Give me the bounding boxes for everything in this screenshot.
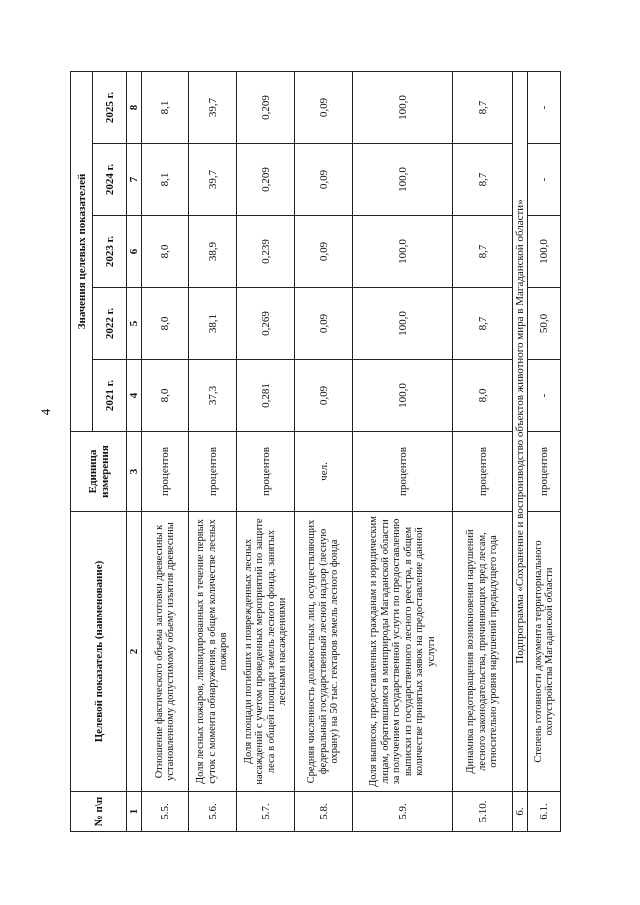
row-indicator: Доля площади погибших и поврежденных лесных насаждений с учетом проведенных мероприятий по защите леса в общей площади земель лесного фонда, занятых лесными насаждениями xyxy=(237,512,295,792)
row-value: 8,0 xyxy=(142,216,189,288)
row-indicator: Средняя численность должностных лиц, осуществляющих федеральный государственный лесной надзор (лесную охрану) на 50 тыс. гектаров земель лесного фонда xyxy=(295,512,353,792)
row-value: 8,7 xyxy=(453,71,513,143)
table-row xyxy=(295,71,353,831)
column-number: 1 xyxy=(127,792,142,832)
row-value: 8,0 xyxy=(142,360,189,432)
row-value: 8,1 xyxy=(142,71,189,143)
row-value: 100,0 xyxy=(353,71,453,143)
section-num: 6. xyxy=(513,792,528,832)
row-value: 0,209 xyxy=(237,71,295,143)
row-value: 100,0 xyxy=(353,288,453,360)
row-indicator: Динамика предотвращения возникновения нарушений лесного законодательства, причиняющих вред лесам, относительно уровня нарушений предыдущего года xyxy=(453,512,513,792)
row-indicator: Отношение фактического объема заготовки древесины к установленному допустимому объему изъятия древесины xyxy=(142,512,189,792)
row-value: 0,239 xyxy=(237,216,295,288)
row-value: 0,09 xyxy=(295,71,353,143)
header-year: 2024 г. xyxy=(93,144,127,216)
row-value: 0,09 xyxy=(295,216,353,288)
row-value: 8,7 xyxy=(453,288,513,360)
row-unit: процентов xyxy=(237,432,295,512)
header-indicator: Целевой показатель (наименование) xyxy=(71,512,127,792)
row-value: 37,3 xyxy=(189,360,237,432)
row-value: 8,7 xyxy=(453,144,513,216)
row-num: 5.5. xyxy=(142,792,189,832)
row-indicator: Степень готовности документа территориального охотустройства Магаданской области xyxy=(528,512,561,792)
row-value: 100,0 xyxy=(353,144,453,216)
section-row xyxy=(513,71,528,831)
column-number: 3 xyxy=(127,432,142,512)
header-unit: Единица измерения xyxy=(71,432,127,512)
row-value: 8,7 xyxy=(453,216,513,288)
header-year: 2025 г. xyxy=(93,71,127,143)
table-row xyxy=(528,71,561,831)
row-num: 5.7. xyxy=(237,792,295,832)
row-value: 0,209 xyxy=(237,144,295,216)
page-number: 4 xyxy=(38,408,53,416)
section-title: Подпрограмма «Сохранение и воспроизводство объектов животного мира в Магаданской области» xyxy=(513,71,528,791)
row-value: 0,269 xyxy=(237,288,295,360)
row-unit: чел. xyxy=(295,432,353,512)
row-num: 5.10. xyxy=(453,792,513,832)
header-year: 2023 г. xyxy=(93,216,127,288)
row-value: 0,09 xyxy=(295,360,353,432)
header-year: 2022 г. xyxy=(93,288,127,360)
table-row xyxy=(189,71,237,831)
table-row xyxy=(353,71,453,831)
row-value: - xyxy=(528,144,561,216)
row-value: 8,1 xyxy=(142,144,189,216)
header-values-group: Значения целевых показателей xyxy=(71,71,93,431)
row-value: 39,7 xyxy=(189,71,237,143)
row-num: 6.1. xyxy=(528,792,561,832)
header-num: № п\п xyxy=(71,792,127,832)
column-number: 7 xyxy=(127,144,142,216)
row-value: - xyxy=(528,360,561,432)
row-indicator: Доля выписок, предоставленных гражданам и юридическим лицам, обратившимся в минприроды Магаданской области за получением государственной услуги по предоставлению выписки из государственного лесного реестра, в общем количестве принятых заявок на предоставление данной услуги xyxy=(353,512,453,792)
row-value: 0,281 xyxy=(237,360,295,432)
table-row xyxy=(237,71,295,831)
row-value: 38,1 xyxy=(189,288,237,360)
row-num: 5.8. xyxy=(295,792,353,832)
column-number: 5 xyxy=(127,288,142,360)
row-value: 0,09 xyxy=(295,288,353,360)
row-value: 39,7 xyxy=(189,144,237,216)
row-value: - xyxy=(528,71,561,143)
row-unit: процентов xyxy=(453,432,513,512)
column-number: 2 xyxy=(127,512,142,792)
row-value: 100,0 xyxy=(353,216,453,288)
row-unit: процентов xyxy=(142,432,189,512)
row-value: 100,0 xyxy=(528,216,561,288)
row-value: 38,9 xyxy=(189,216,237,288)
row-num: 5.6. xyxy=(189,792,237,832)
rotated-table-container xyxy=(70,72,558,832)
row-num: 5.9. xyxy=(353,792,453,832)
row-unit: процентов xyxy=(353,432,453,512)
row-value: 50,0 xyxy=(528,288,561,360)
row-value: 8,0 xyxy=(453,360,513,432)
row-value: 0,09 xyxy=(295,144,353,216)
column-number: 8 xyxy=(127,71,142,143)
column-number: 6 xyxy=(127,216,142,288)
row-value: 8,0 xyxy=(142,288,189,360)
row-value: 100,0 xyxy=(353,360,453,432)
row-indicator: Доля лесных пожаров, ликвидированных в течение первых суток с момента обнаружения, в общем количестве лесных пожаров xyxy=(189,512,237,792)
column-number: 4 xyxy=(127,360,142,432)
row-unit: процентов xyxy=(528,432,561,512)
header-year: 2021 г. xyxy=(93,360,127,432)
table-row xyxy=(453,71,513,831)
target-indicators-table xyxy=(70,71,561,832)
table-row xyxy=(142,71,189,831)
row-unit: процентов xyxy=(189,432,237,512)
